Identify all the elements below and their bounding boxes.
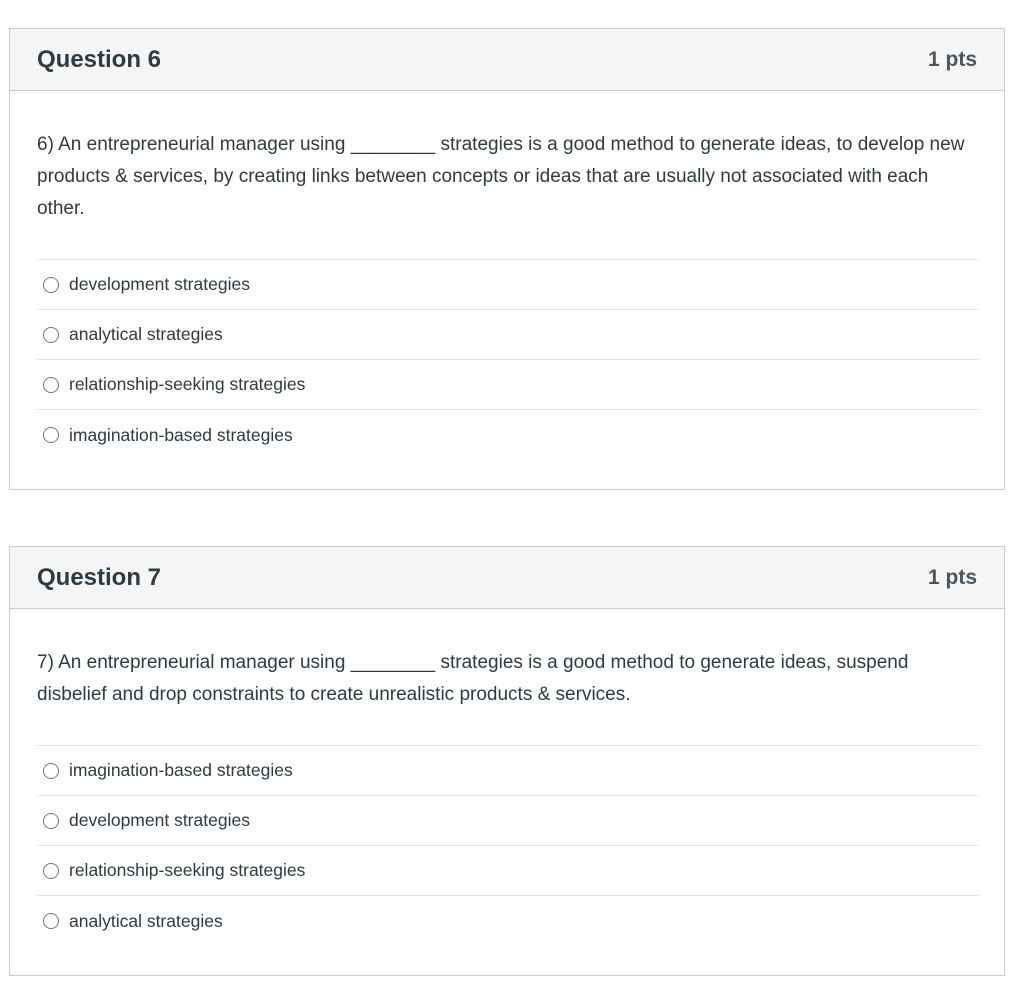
answer-list — [37, 745, 979, 946]
radio-button[interactable] — [43, 813, 59, 829]
question-header — [10, 547, 1004, 609]
answer-label[interactable]: relationship-seeking strategies — [69, 374, 306, 394]
answer-option[interactable] — [37, 746, 979, 796]
answer-option[interactable] — [37, 260, 979, 310]
answer-option[interactable] — [37, 846, 979, 896]
answer-option[interactable] — [37, 310, 979, 360]
answer-option[interactable] — [37, 410, 979, 460]
answer-label[interactable]: relationship-seeking strategies — [69, 860, 306, 880]
answer-list — [37, 259, 979, 460]
question-body — [10, 91, 1004, 460]
answer-label[interactable]: analytical strategies — [69, 324, 223, 344]
question-title: Question 6 — [37, 45, 162, 73]
radio-button[interactable] — [43, 427, 59, 443]
answer-option[interactable] — [37, 896, 979, 946]
question-7-card — [9, 546, 1005, 976]
question-header — [10, 29, 1004, 91]
question-text: 7) An entrepreneurial manager using ________ strategies is a good method to generate ideas, suspend disbelief and drop constraints to create unrealistic products & services. — [37, 652, 909, 705]
answer-option[interactable] — [37, 796, 979, 846]
question-points: 1 pts — [927, 47, 977, 71]
radio-button[interactable] — [43, 863, 59, 879]
radio-button[interactable] — [43, 377, 59, 393]
radio-button[interactable] — [43, 277, 59, 293]
answer-label[interactable]: analytical strategies — [69, 910, 223, 931]
radio-button[interactable] — [43, 913, 59, 929]
answer-label[interactable]: development strategies — [69, 274, 250, 294]
answer-label[interactable]: development strategies — [69, 810, 250, 830]
question-text: 6) An entrepreneurial manager using ________ strategies is a good method to generate ideas, to develop new products & services, by creating links between concepts or ideas that are usually not associated with each other. — [37, 134, 965, 219]
answer-label[interactable]: imagination-based strategies — [69, 760, 293, 780]
radio-button[interactable] — [43, 763, 59, 779]
answer-option[interactable] — [37, 360, 979, 410]
radio-button[interactable] — [43, 327, 59, 343]
question-points: 1 pts — [927, 565, 977, 589]
question-6-card — [9, 28, 1005, 490]
answer-label[interactable]: imagination-based strategies — [69, 424, 293, 445]
question-title: Question 7 — [37, 563, 162, 591]
question-body — [10, 609, 1004, 946]
